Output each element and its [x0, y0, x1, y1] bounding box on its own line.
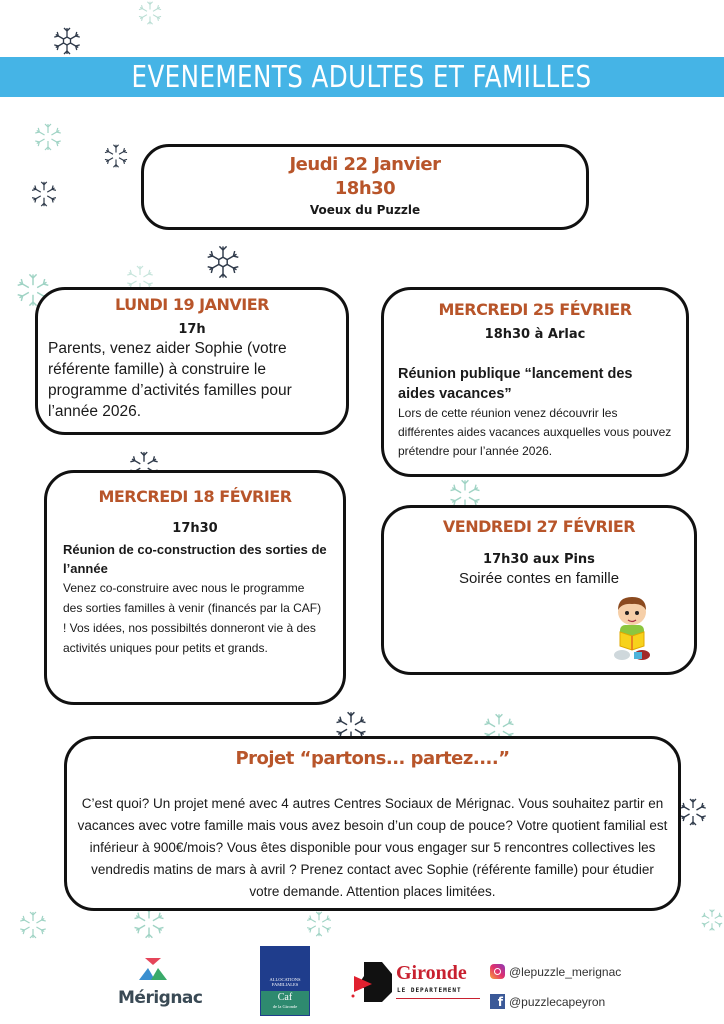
event-date: MERCREDI 25 FÉVRIER [438, 300, 632, 319]
instagram-handle: @lepuzzle_merignac [509, 964, 622, 979]
child-reading-illustration [604, 592, 660, 664]
facebook-icon: f [490, 994, 505, 1009]
project-description: C’est quoi? Un projet mené avec 4 autres Centres Sociaux de Mérignac. Vous souhaitez partir en vacances avec votre famille mais vous avez besoin d’un coup de pouce? Votre quotient familial est inférieur à 900€/mois? Vous êtes disponible pour vous engager sur 5 rencontres collectives les vendredis matins de mars à avril ? Prenez contact avec Sophie (référente famille) pour étudier votre demande. Attention places limitées. [77, 796, 668, 899]
gironde-mark-icon [350, 960, 394, 1004]
instagram-icon [490, 964, 505, 979]
event-card-lundi-19-janvier [35, 287, 349, 435]
event-title: Voeux du Puzzle [309, 203, 421, 217]
event-time: 18h30 à Arlac [484, 327, 586, 342]
caf-sub: de la Gironde [272, 1004, 298, 1009]
divider [396, 998, 480, 999]
facebook-link[interactable] [490, 994, 605, 1009]
event-title: Réunion de co-construction des sorties de l’année [63, 542, 327, 576]
snowflake-icon [678, 795, 708, 829]
event-title: Réunion publique “lancement des aides vacances” [398, 366, 633, 402]
caf-logo [260, 946, 310, 1016]
event-card-mercredi-25-fevrier [381, 287, 689, 477]
event-card-jeudi-22-janvier [141, 144, 589, 230]
gironde-logo [350, 960, 480, 1004]
snowflake-icon [132, 0, 168, 26]
merignac-label: Mérignac [118, 988, 203, 1008]
event-date: MERCREDI 18 FÉVRIER [98, 487, 292, 506]
event-card-vendredi-27-fevrier [381, 505, 697, 675]
snowflake-icon [103, 143, 129, 169]
event-card-mercredi-18-fevrier [44, 470, 346, 705]
merignac-mark-icon [139, 958, 167, 980]
page-title: EVENEMENTS ADULTES ET FAMILLES [131, 59, 593, 95]
snowflake-icon [132, 906, 166, 940]
event-time: 18h30 [334, 178, 396, 199]
snowflake-icon [52, 26, 82, 56]
event-time: 17h [178, 322, 206, 337]
event-title: Soirée contes en famille [458, 570, 620, 587]
project-card-partons-partez [64, 736, 681, 911]
caf-top-label: ALLOCATIONS FAMILIALES [261, 947, 309, 991]
event-time: 17h30 [172, 521, 218, 536]
event-date: VENDREDI 27 FÉVRIER [442, 517, 636, 536]
event-description: Lors de cette réunion venez découvrir les différentes aides vacances auxquelles vous pouvez prétendre pour l’année 2026. [398, 406, 672, 458]
event-description: Venez co-construire avec nous le programme des sorties familles à venir (financés par la CAF) ! Vos idées, nos possibiltés donneront vie à des activités uniques pour petits et grands. [63, 581, 322, 655]
snowflake-icon [700, 905, 724, 935]
event-date: LUNDI 19 JANVIER [115, 295, 269, 314]
snowflake-icon [18, 910, 48, 940]
gironde-sub: LE DEPARTEMENT [397, 987, 462, 994]
event-time: 17h30 aux Pins [483, 552, 595, 567]
gironde-name: Gironde [396, 962, 467, 984]
event-description: Parents, venez aider Sophie (votre référente famille) à construire le programme d’activités familles pour l’année 2026. [48, 340, 292, 420]
merignac-logo [118, 958, 203, 1008]
snowflake-icon [305, 910, 333, 938]
event-date: Jeudi 22 Janvier [289, 154, 441, 175]
instagram-link[interactable] [490, 964, 621, 979]
facebook-handle: @puzzlecapeyron [509, 994, 606, 1009]
title-banner [0, 57, 724, 97]
caf-name: Caf [277, 992, 293, 1003]
project-title: Projet “partons... partez....” [235, 748, 510, 769]
snowflake-icon [30, 180, 58, 208]
snowflake-icon [33, 122, 63, 152]
snowflake-icon [205, 244, 241, 280]
